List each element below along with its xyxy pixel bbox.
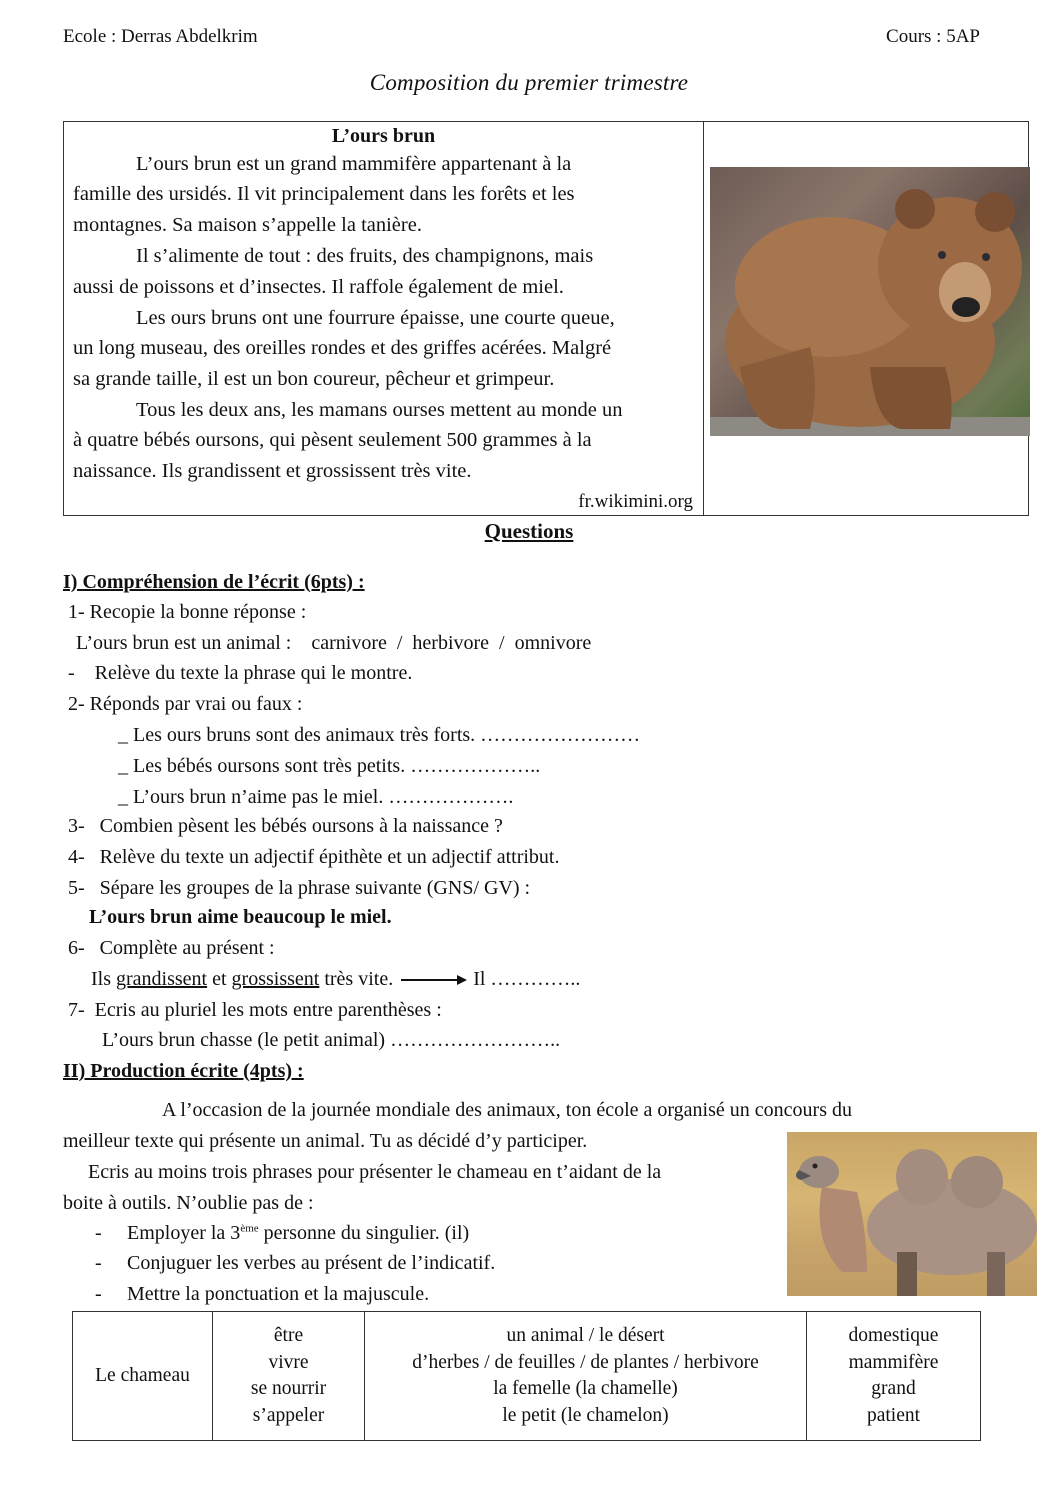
verb-item: vivre bbox=[268, 1351, 309, 1373]
complement-item: le petit (le chamelon) bbox=[502, 1404, 669, 1426]
complement-item: d’herbes / de feuilles / de plantes / herbivore bbox=[412, 1351, 759, 1373]
course-level: Cours : 5AP bbox=[886, 26, 980, 47]
adjective-item: domestique bbox=[848, 1325, 939, 1346]
section-comprehension-title: I) Compréhension de l’écrit (6pts) : bbox=[63, 571, 365, 593]
ordinal-superscript: ème bbox=[240, 1222, 259, 1235]
text-line: à quatre bébés oursons, qui pèsent seulement 500 grammes à la bbox=[73, 429, 592, 451]
verb-grandissent: grandissent bbox=[116, 968, 208, 990]
instruction-text: personne du singulier. (il) bbox=[258, 1222, 470, 1244]
questions-heading: Questions bbox=[484, 519, 574, 543]
camel-image bbox=[787, 1132, 1037, 1296]
sentence-end: très vite. bbox=[319, 968, 394, 990]
answer-blank: Il ………….. bbox=[473, 968, 581, 990]
complement-item: un animal / le désert bbox=[506, 1325, 665, 1346]
question-3: 3- Combien pèsent les bébés oursons à la naissance ? bbox=[68, 815, 503, 837]
document-title: Composition du premier trimestre bbox=[369, 70, 689, 95]
bullet-dash: - bbox=[95, 1283, 102, 1305]
instruction-item: Conjuguer les verbes au présent de l’indicatif. bbox=[127, 1252, 496, 1274]
question-6: 6- Complète au présent : bbox=[68, 937, 275, 959]
verb-item: être bbox=[273, 1325, 304, 1346]
question-1-statement bbox=[76, 632, 591, 655]
production-text: boite à outils. N’oublie pas de : bbox=[63, 1192, 314, 1214]
question-2: 2- Réponds par vrai ou faux : bbox=[68, 693, 303, 715]
question-4: 4- Relève du texte un adjectif épithète et un adjectif attribut. bbox=[68, 846, 560, 868]
text-line: L’ours brun est un grand mammifère appartenant à la bbox=[136, 153, 572, 175]
right-arrow-icon bbox=[401, 969, 467, 992]
question-5: 5- Sépare les groupes de la phrase suivante (GNS/ GV) : bbox=[68, 877, 531, 899]
text-line: Il s’alimente de tout : des fruits, des champignons, mais bbox=[136, 245, 594, 267]
answer-options: carnivore / herbivore / omnivore bbox=[311, 632, 592, 654]
text-line: montagnes. Sa maison s’appelle la tanière. bbox=[73, 214, 422, 236]
true-false-item: _ Les bébés oursons sont très petits. ……………….. bbox=[118, 755, 541, 777]
bear-illustration bbox=[710, 167, 1030, 436]
complements-cell bbox=[365, 1312, 807, 1441]
adjectives-cell bbox=[807, 1312, 981, 1441]
adjective-item: patient bbox=[866, 1404, 921, 1426]
text-line: Les ours bruns ont une fourrure épaisse, une courte queue, bbox=[136, 307, 615, 329]
school-name: Ecole : Derras Abdelkrim bbox=[63, 26, 258, 47]
reading-title: L’ours brun bbox=[331, 125, 436, 147]
question-7: 7- Ecris au pluriel les mots entre parenthèses : bbox=[68, 999, 442, 1021]
reading-text-table bbox=[63, 121, 1029, 516]
verb-item: s’appeler bbox=[252, 1404, 325, 1426]
camel-illustration bbox=[787, 1132, 1037, 1296]
image-cell bbox=[704, 122, 1028, 515]
instruction-item bbox=[127, 1222, 469, 1245]
subject-text: Le chameau bbox=[95, 1364, 190, 1386]
reading-text-cell bbox=[64, 122, 704, 515]
question-6-sentence bbox=[91, 968, 580, 992]
question-5-sentence: L’ours brun aime beaucoup le miel. bbox=[89, 906, 392, 928]
bullet-dash: - bbox=[95, 1252, 102, 1274]
text-line: naissance. Ils grandissent et grossissent très vite. bbox=[73, 460, 472, 482]
adjective-item: mammifère bbox=[848, 1351, 939, 1373]
bullet-dash: - bbox=[95, 1222, 102, 1244]
adjective-item: grand bbox=[871, 1378, 916, 1399]
true-false-item: _ Les ours bruns sont des animaux très forts. …………………… bbox=[118, 724, 641, 746]
source-credit: fr.wikimini.org bbox=[578, 491, 693, 512]
verb-grossissent: grossissent bbox=[231, 968, 320, 990]
table-row bbox=[73, 1312, 981, 1441]
instruction-text: Employer la 3 bbox=[127, 1222, 241, 1244]
complement-item: la femelle (la chamelle) bbox=[493, 1378, 678, 1399]
production-text: meilleur texte qui présente un animal. Tu as décidé d’y participer. bbox=[63, 1130, 588, 1152]
toolbox-table bbox=[72, 1311, 981, 1441]
sentence-connector: et bbox=[207, 968, 232, 990]
statement-text: L’ours brun est un animal : bbox=[76, 632, 292, 654]
question-1: 1- Recopie la bonne réponse : bbox=[68, 601, 307, 623]
text-line: Tous les deux ans, les mamans ourses mettent au monde un bbox=[136, 399, 623, 421]
sentence-start: Ils bbox=[91, 968, 116, 990]
true-false-item: _ L’ours brun n’aime pas le miel. ………………. bbox=[118, 786, 514, 808]
question-1-sub: - Relève du texte la phrase qui le montre. bbox=[68, 662, 413, 684]
text-line: un long museau, des oreilles rondes et des griffes acérées. Malgré bbox=[73, 337, 612, 359]
text-line: sa grande taille, il est un bon coureur, pêcheur et grimpeur. bbox=[73, 368, 555, 390]
production-text: A l’occasion de la journée mondiale des animaux, ton école a organisé un concours du bbox=[162, 1099, 852, 1121]
brown-bear-image bbox=[710, 167, 1030, 436]
text-line: famille des ursidés. Il vit principalement dans les forêts et les bbox=[73, 183, 575, 205]
verb-item: se nourrir bbox=[250, 1378, 327, 1399]
text-line: aussi de poissons et d’insectes. Il raffole également de miel. bbox=[73, 276, 564, 298]
verbs-cell bbox=[213, 1312, 365, 1441]
question-7-sentence: L’ours brun chasse (le petit animal) …………………….. bbox=[102, 1029, 561, 1051]
section-production-title: II) Production écrite (4pts) : bbox=[63, 1060, 304, 1082]
production-text: Ecris au moins trois phrases pour présenter le chameau en t’aidant de la bbox=[88, 1161, 662, 1183]
instruction-item: Mettre la ponctuation et la majuscule. bbox=[127, 1283, 430, 1305]
subject-cell bbox=[73, 1312, 213, 1441]
